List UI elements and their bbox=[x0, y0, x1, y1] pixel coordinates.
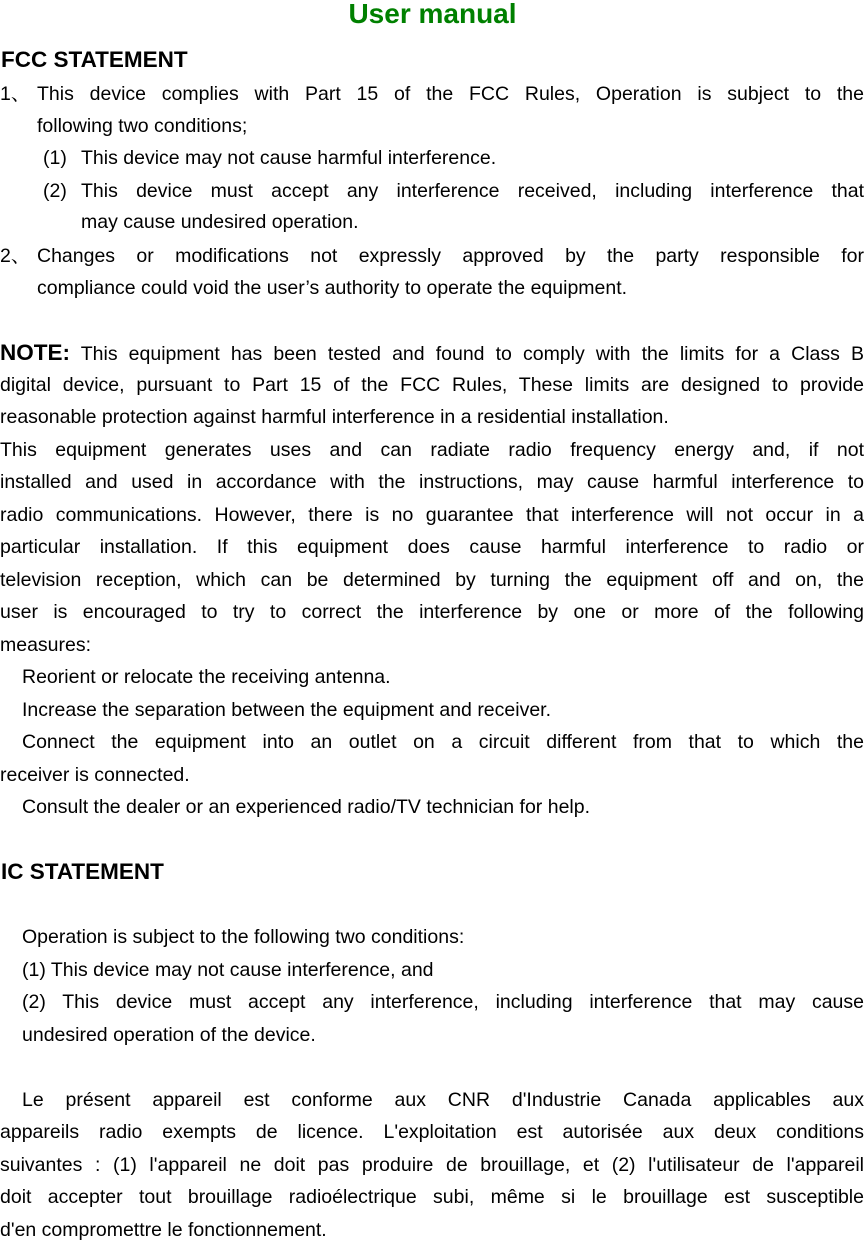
fcc-item1-line1: This device complies with Part 15 of the FCC Rules, Operation is subject to the bbox=[37, 83, 864, 105]
fcc-item2-line2: compliance could void the user’s authority to operate the equipment. bbox=[37, 277, 628, 299]
fcc-item1-marker: 1、 bbox=[0, 83, 31, 105]
fcc-sub2-line1: This device must accept any interference received, including interference that bbox=[81, 180, 864, 202]
ic-en-line-1: Operation is subject to the following two conditions: bbox=[22, 926, 465, 948]
fcc-item1-line2: following two conditions; bbox=[37, 115, 248, 137]
note-p2-line-1: This equipment generates uses and can radiate radio frequency energy and, if not bbox=[0, 439, 864, 461]
document-title: User manual bbox=[348, 0, 517, 29]
note-p2-line-3: radio communications. However, there is no guarantee that interference will not occur in a bbox=[0, 504, 864, 526]
ic-fr-line-4: doit accepter tout brouillage radioélectrique subi, même si le brouillage est susceptible bbox=[0, 1186, 864, 1208]
fcc-item2-line1: Changes or modifications not expressly approved by the party responsible for bbox=[37, 245, 864, 267]
note-line-2: digital device, pursuant to Part 15 of the FCC Rules, These limits are designed to provide bbox=[0, 374, 864, 396]
ic-fr-line-5: d'en compromettre le fonctionnement. bbox=[0, 1219, 327, 1241]
ic-en-line-3: (2) This device must accept any interference, including interference that may cause bbox=[22, 991, 864, 1013]
fcc-sub1-text: This device may not cause harmful interference. bbox=[81, 147, 497, 169]
fcc-heading: FCC STATEMENT bbox=[1, 47, 188, 72]
measure-3-line-1: Connect the equipment into an outlet on a circuit different from that to which the bbox=[22, 731, 864, 753]
ic-en-line-2: (1) This device may not cause interference, and bbox=[22, 959, 434, 981]
note-p2-line-2: installed and used in accordance with the instructions, may cause harmful interference to bbox=[0, 471, 864, 493]
measure-1: Reorient or relocate the receiving antenna. bbox=[22, 666, 391, 688]
ic-fr-line-2: appareils radio exempts de licence. L'exploitation est autorisée aux deux conditions bbox=[0, 1121, 864, 1143]
fcc-sub2-line2: may cause undesired operation. bbox=[81, 211, 359, 233]
measure-4: Consult the dealer or an experienced radio/TV technician for help. bbox=[22, 796, 591, 818]
note-line-3: reasonable protection against harmful interference in a residential installation. bbox=[0, 406, 669, 428]
ic-fr-line-1: Le présent appareil est conforme aux CNR d'Industrie Canada applicables aux bbox=[22, 1089, 864, 1111]
measure-2: Increase the separation between the equipment and receiver. bbox=[22, 699, 552, 721]
note-line-1: NOTE: This equipment has been tested and found to comply with the limits for a Class B bbox=[0, 340, 864, 365]
note-p2-line-4: particular installation. If this equipment does cause harmful interference to radio or bbox=[0, 536, 864, 558]
ic-en-line-4: undesired operation of the device. bbox=[22, 1024, 316, 1046]
fcc-sub1-marker: (1) bbox=[43, 147, 67, 169]
ic-fr-line-3: suivantes : (1) l'appareil ne doit pas produire de brouillage, et (2) l'utilisateur de l'appareil bbox=[0, 1154, 864, 1176]
note-p2-line-7: measures: bbox=[0, 634, 92, 656]
ic-heading: IC STATEMENT bbox=[1, 859, 164, 884]
note-p2-line-6: user is encouraged to try to correct the interference by one or more of the following bbox=[0, 601, 864, 623]
measure-3-line-2: receiver is connected. bbox=[0, 764, 190, 786]
fcc-sub2-marker: (2) bbox=[43, 180, 67, 202]
fcc-item2-marker: 2、 bbox=[0, 245, 31, 267]
note-label: NOTE: bbox=[0, 340, 70, 365]
note-p2-line-5: television reception, which can be determined by turning the equipment off and on, the bbox=[0, 569, 864, 591]
